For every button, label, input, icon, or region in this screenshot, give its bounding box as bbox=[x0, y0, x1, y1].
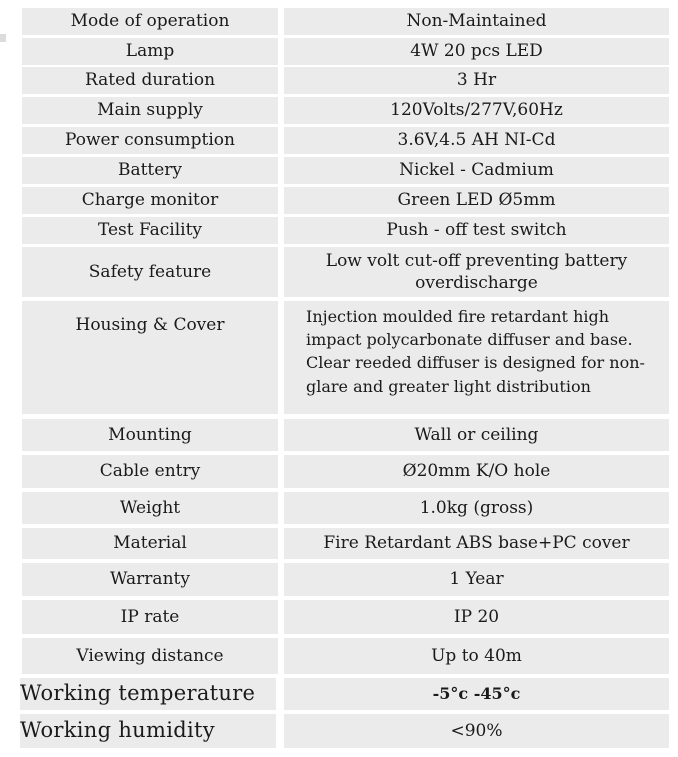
spec-value: Ø20mm K/O hole bbox=[284, 455, 669, 488]
spec-value: -5°c -45°c bbox=[284, 678, 669, 710]
spec-value: Fire Retardant ABS base+PC cover bbox=[284, 528, 669, 559]
spec-label: Mounting bbox=[22, 419, 278, 451]
corner-decoration bbox=[0, 0, 22, 34]
spec-row-viewing-distance bbox=[0, 638, 678, 674]
spec-label: Main supply bbox=[22, 97, 278, 124]
spec-row-ip-rate bbox=[0, 600, 678, 634]
spec-label: Weight bbox=[22, 492, 278, 524]
spec-row-main-supply bbox=[0, 97, 678, 124]
spec-value: 4W 20 pcs LED bbox=[284, 38, 669, 65]
spec-value: Push - off test switch bbox=[284, 217, 669, 244]
spec-row-working-humidity bbox=[0, 714, 678, 748]
spec-label: IP rate bbox=[22, 600, 278, 634]
spec-label: Working temperature bbox=[20, 678, 276, 710]
spec-row-battery bbox=[0, 157, 678, 184]
spec-value: 1.0kg (gross) bbox=[284, 492, 669, 524]
spec-row-charge-monitor bbox=[0, 187, 678, 214]
spec-value: Up to 40m bbox=[284, 638, 669, 674]
spec-row-lamp bbox=[0, 38, 678, 65]
spec-value: Green LED Ø5mm bbox=[284, 187, 669, 214]
spec-label: Safety feature bbox=[22, 247, 278, 297]
spec-row-mounting bbox=[0, 419, 678, 451]
spec-value: 120Volts/277V,60Hz bbox=[284, 97, 669, 124]
spec-label: Rated duration bbox=[22, 67, 278, 94]
spec-label: Mode of operation bbox=[22, 8, 278, 35]
spec-value: Low volt cut-off preventing battery overdischarge bbox=[284, 247, 669, 297]
spec-row-mode bbox=[0, 8, 678, 35]
spec-label: Housing & Cover bbox=[22, 301, 278, 414]
spec-label: Power consumption bbox=[22, 127, 278, 154]
spec-value: Non-Maintained bbox=[284, 8, 669, 35]
spec-value: 3 Hr bbox=[284, 67, 669, 94]
spec-label: Lamp bbox=[22, 38, 278, 65]
spec-value: Injection moulded fire retardant high impact polycarbonate diffuser and base. Clear reeded diffuser is designed for non-glare and greater light distribution bbox=[284, 301, 669, 414]
spec-value: <90% bbox=[284, 714, 669, 748]
corner-decoration-bar bbox=[0, 34, 6, 42]
spec-row-weight bbox=[0, 492, 678, 524]
spec-row-working-temperature bbox=[0, 678, 678, 710]
spec-row-cable-entry bbox=[0, 455, 678, 488]
spec-value: 3.6V,4.5 AH NI-Cd bbox=[284, 127, 669, 154]
spec-label: Viewing distance bbox=[22, 638, 278, 674]
spec-row-test-facility bbox=[0, 217, 678, 244]
spec-row-safety-feature bbox=[0, 247, 678, 297]
spec-label: Material bbox=[22, 528, 278, 559]
spec-label: Cable entry bbox=[22, 455, 278, 488]
spec-label: Warranty bbox=[22, 563, 278, 596]
spec-value: IP 20 bbox=[284, 600, 669, 634]
spec-row-power-consumption bbox=[0, 127, 678, 154]
spec-value: Wall or ceiling bbox=[284, 419, 669, 451]
spec-label: Charge monitor bbox=[22, 187, 278, 214]
spec-value: 1 Year bbox=[284, 563, 669, 596]
spec-row-warranty bbox=[0, 563, 678, 596]
spec-row-material bbox=[0, 528, 678, 559]
spec-label: Test Facility bbox=[22, 217, 278, 244]
spec-label: Battery bbox=[22, 157, 278, 184]
spec-label: Working humidity bbox=[20, 714, 276, 748]
spec-row-housing-cover bbox=[0, 301, 678, 414]
spec-row-rated-duration bbox=[0, 67, 678, 94]
spec-value: Nickel - Cadmium bbox=[284, 157, 669, 184]
